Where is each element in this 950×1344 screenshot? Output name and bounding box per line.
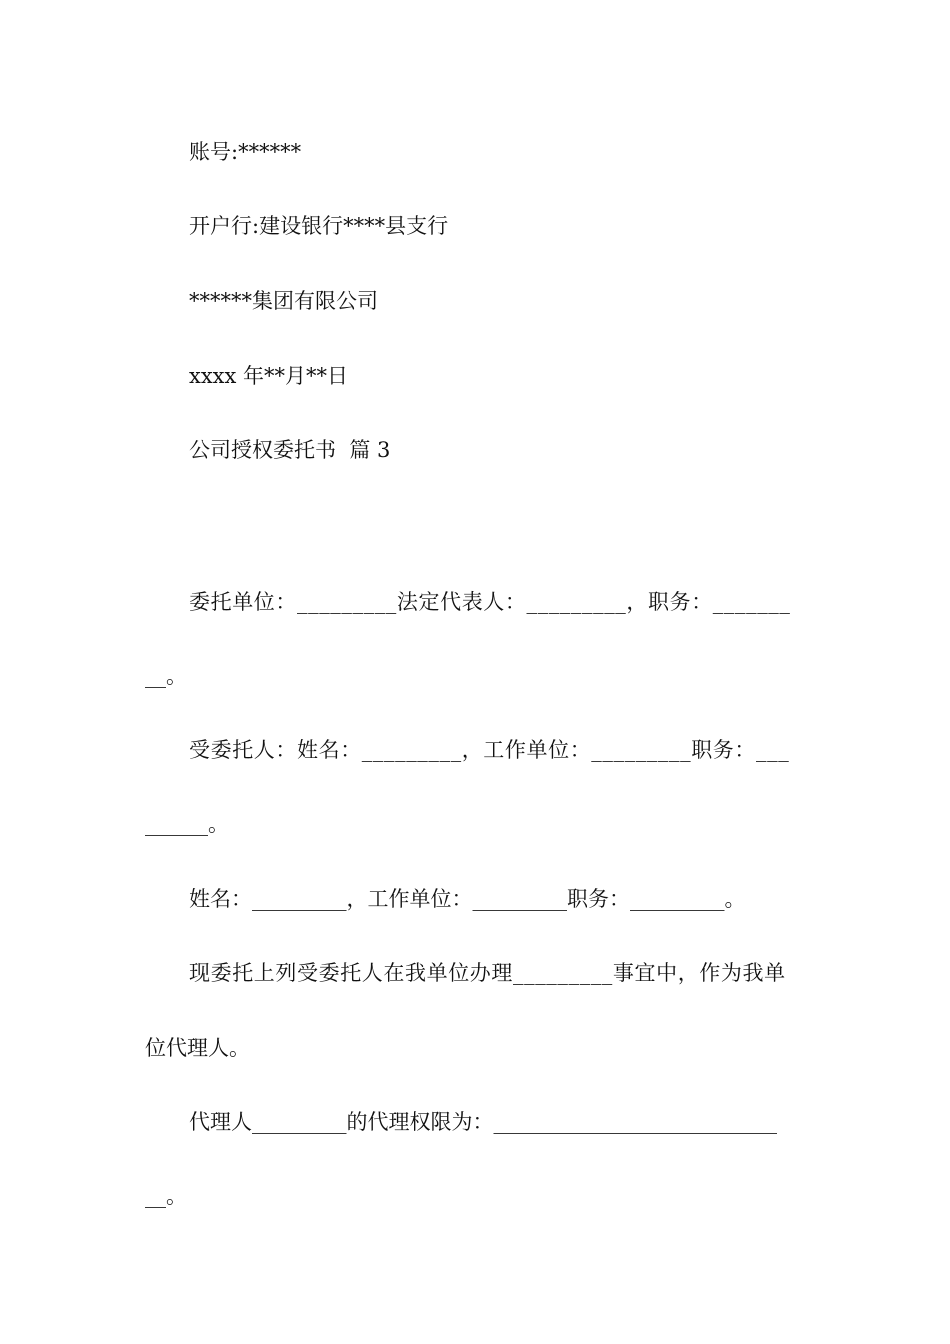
entrustment-statement-line: 现委托上列受委托人在我单位办理_________事宜中，作为我单 xyxy=(189,961,786,985)
trustee-line: 受委托人：姓名：_________，工作单位：_________职务：___ xyxy=(189,738,790,762)
entrustment-statement-line-continued: 位代理人。 xyxy=(145,1036,250,1060)
opening-bank-line: 开户行:建设银行****县支行 xyxy=(189,214,449,238)
entrusting-unit-line: 委托单位：_________法定代表人：_________，职务：_______ xyxy=(189,590,791,614)
second-trustee-line: 姓名：_________，工作单位：_________职务：_________。 xyxy=(189,887,746,911)
company-name-line: ******集团有限公司 xyxy=(189,289,378,313)
account-number-line: 账号:****** xyxy=(189,140,302,164)
section-title: 公司授权委托书 篇 3 xyxy=(189,438,391,462)
date-line: xxxx 年**月**日 xyxy=(189,364,349,388)
trustee-line-continued: ______。 xyxy=(145,812,229,836)
agent-authority-line-continued: __。 xyxy=(145,1184,187,1208)
agent-authority-line: 代理人_________的代理权限为：___________________________ xyxy=(189,1110,777,1134)
entrusting-unit-line-continued: __。 xyxy=(145,664,187,688)
